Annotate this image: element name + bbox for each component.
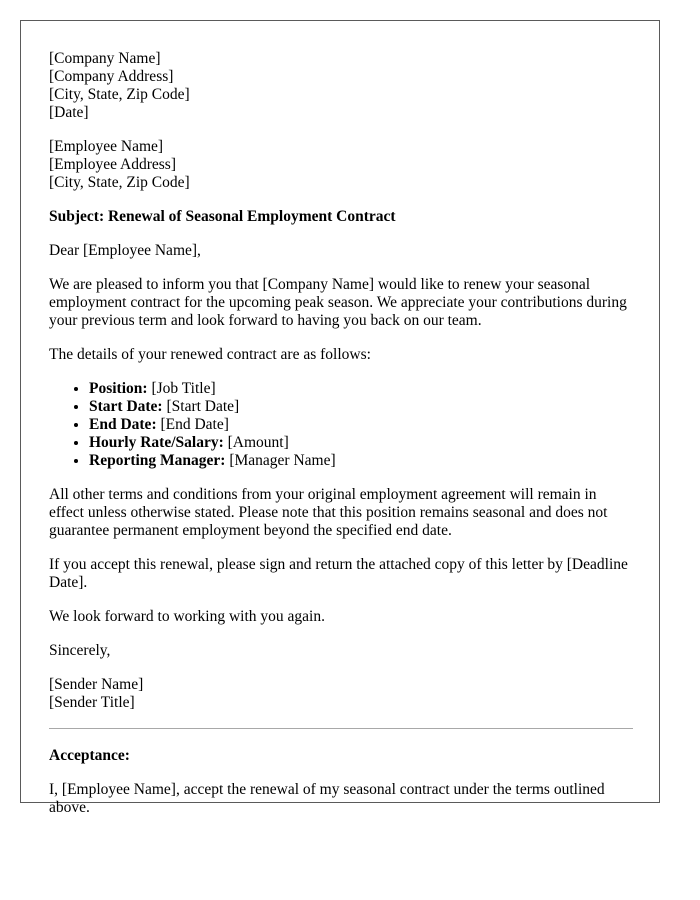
letter-date: [Date] <box>49 104 89 121</box>
company-city-state-zip: [City, State, Zip Code] <box>49 86 190 103</box>
intro-paragraph: We are pleased to inform you that [Company Name] would like to renew your seasonal employment contract for the upcoming peak season. We appreciate your contributions during your previous term and look forward to having you back on our team. <box>49 276 627 329</box>
sender-name: [Sender Name] <box>49 676 144 693</box>
employee-city-state-zip: [City, State, Zip Code] <box>49 174 190 191</box>
sender-address-block <box>49 50 633 122</box>
acceptance-heading: Acceptance: <box>49 747 130 764</box>
acceptance-statement: I, [Employee Name], accept the renewal of my seasonal contract under the terms outlined above. <box>49 781 605 816</box>
accept-instructions-paragraph: If you accept this renewal, please sign and return the attached copy of this letter by [Deadline Date]. <box>49 556 628 591</box>
contract-detail-manager <box>89 452 633 470</box>
detail-value: [Job Title] <box>151 380 216 397</box>
detail-label: Start Date: <box>89 398 163 415</box>
contract-detail-position <box>89 380 633 398</box>
contract-detail-end-date <box>89 416 633 434</box>
company-address: [Company Address] <box>49 68 174 85</box>
detail-label: Hourly Rate/Salary: <box>89 434 224 451</box>
detail-label: Position: <box>89 380 148 397</box>
closing-line: We look forward to working with you again. <box>49 608 325 625</box>
closing-salutation: Sincerely, <box>49 642 111 659</box>
detail-label: Reporting Manager: <box>89 452 226 469</box>
section-divider <box>49 728 633 729</box>
terms-paragraph: All other terms and conditions from your original employment agreement will remain in effect unless otherwise stated. Please note that this position remains seasonal and does not guarantee permanent employment beyond the specified end date. <box>49 486 608 539</box>
recipient-address-block <box>49 138 633 192</box>
detail-value: [Manager Name] <box>229 452 336 469</box>
detail-value: [End Date] <box>160 416 229 433</box>
contract-detail-rate <box>89 434 633 452</box>
employee-address: [Employee Address] <box>49 156 176 173</box>
details-intro-paragraph: The details of your renewed contract are as follows: <box>49 346 371 363</box>
subject-line: Subject: Renewal of Seasonal Employment Contract <box>49 208 396 225</box>
letter-content <box>49 50 633 833</box>
sender-title: [Sender Title] <box>49 694 135 711</box>
company-name: [Company Name] <box>49 50 161 67</box>
signature-block <box>49 676 633 712</box>
detail-value: [Amount] <box>227 434 289 451</box>
letter-page <box>20 20 660 816</box>
detail-label: End Date: <box>89 416 157 433</box>
salutation: Dear [Employee Name], <box>49 242 201 259</box>
contract-detail-start-date <box>89 398 633 416</box>
employee-name: [Employee Name] <box>49 138 164 155</box>
detail-value: [Start Date] <box>166 398 240 415</box>
contract-details-list <box>49 380 633 470</box>
